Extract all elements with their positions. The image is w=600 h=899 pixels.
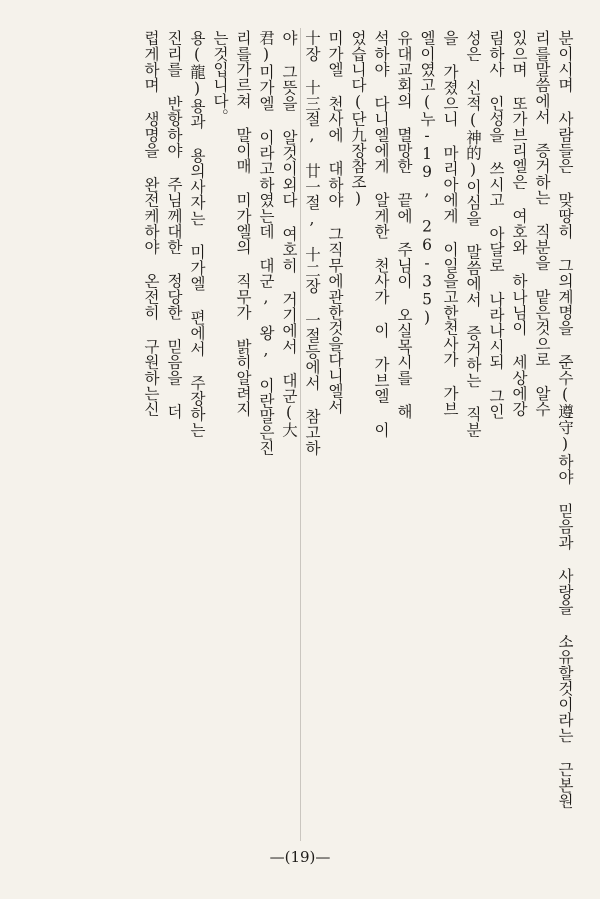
text-column: 君)미가엘 이라고하였는데 대군, 왕, 이란말은진 [257,30,275,456]
text-column: 는것입니다。 [211,30,229,125]
text-column: 석하야 다니엘에게 알게한 천사가 이 가브엘 이 [372,30,390,438]
text-column: 용(龍)용과 용의사자는 미가엘 편에서 주장하는 [188,30,206,438]
text-column: 미가엘 천사에 대하야 그직무에관한것을다니엘서 [326,30,344,415]
text-column: 림하사 인성을 쓰시고 아달로 나라나시되 그인 [487,30,505,420]
text-column: 을 가졌으니 마리아에게 이일을고한천사가 가브 [441,30,459,417]
text-column: 있으며 또가브리엘은 여호와 하나님이 세상에강 [510,30,528,417]
text-column: 분이시며 사람들은 맞땅히 그의계명을 준수(遵守)하야 믿음과 사랑을 소유할것이라는 근본원 [556,30,574,809]
text-column: 럽게하며 생명을 완전케하야 온전히 구원하는신 [142,30,160,417]
text-column: 엘이였고(누-19, 26-35) [418,30,436,327]
text-column: 성은 신적(神的)이심을 말씀에서 증거하는 직분 [464,30,482,438]
text-column: 十장 十三절, 廿一절, 十二장 一절등에서 참고하 [303,30,321,456]
text-column: 진리를 반항하야 주님께대한 정당한 믿음을 더 [165,30,183,420]
column-divider [300,28,301,841]
page-number: —(19)— [269,848,331,866]
text-column: 야 그뜻을 알것이외다 여호히 거기에서 대군(大 [280,30,298,438]
text-column: 리를말씀에서 증거하는 직분을 맡은것으로 알수 [533,30,551,417]
text-column: 유대교회의 멸망한 끝에 주님이 오실목시를 해 [395,30,413,420]
text-column: 었습니다(단九장참조) [349,30,367,208]
text-column: 리를가르쳐 말이매 미가엘의 직무가 밝히알려지 [234,30,252,417]
